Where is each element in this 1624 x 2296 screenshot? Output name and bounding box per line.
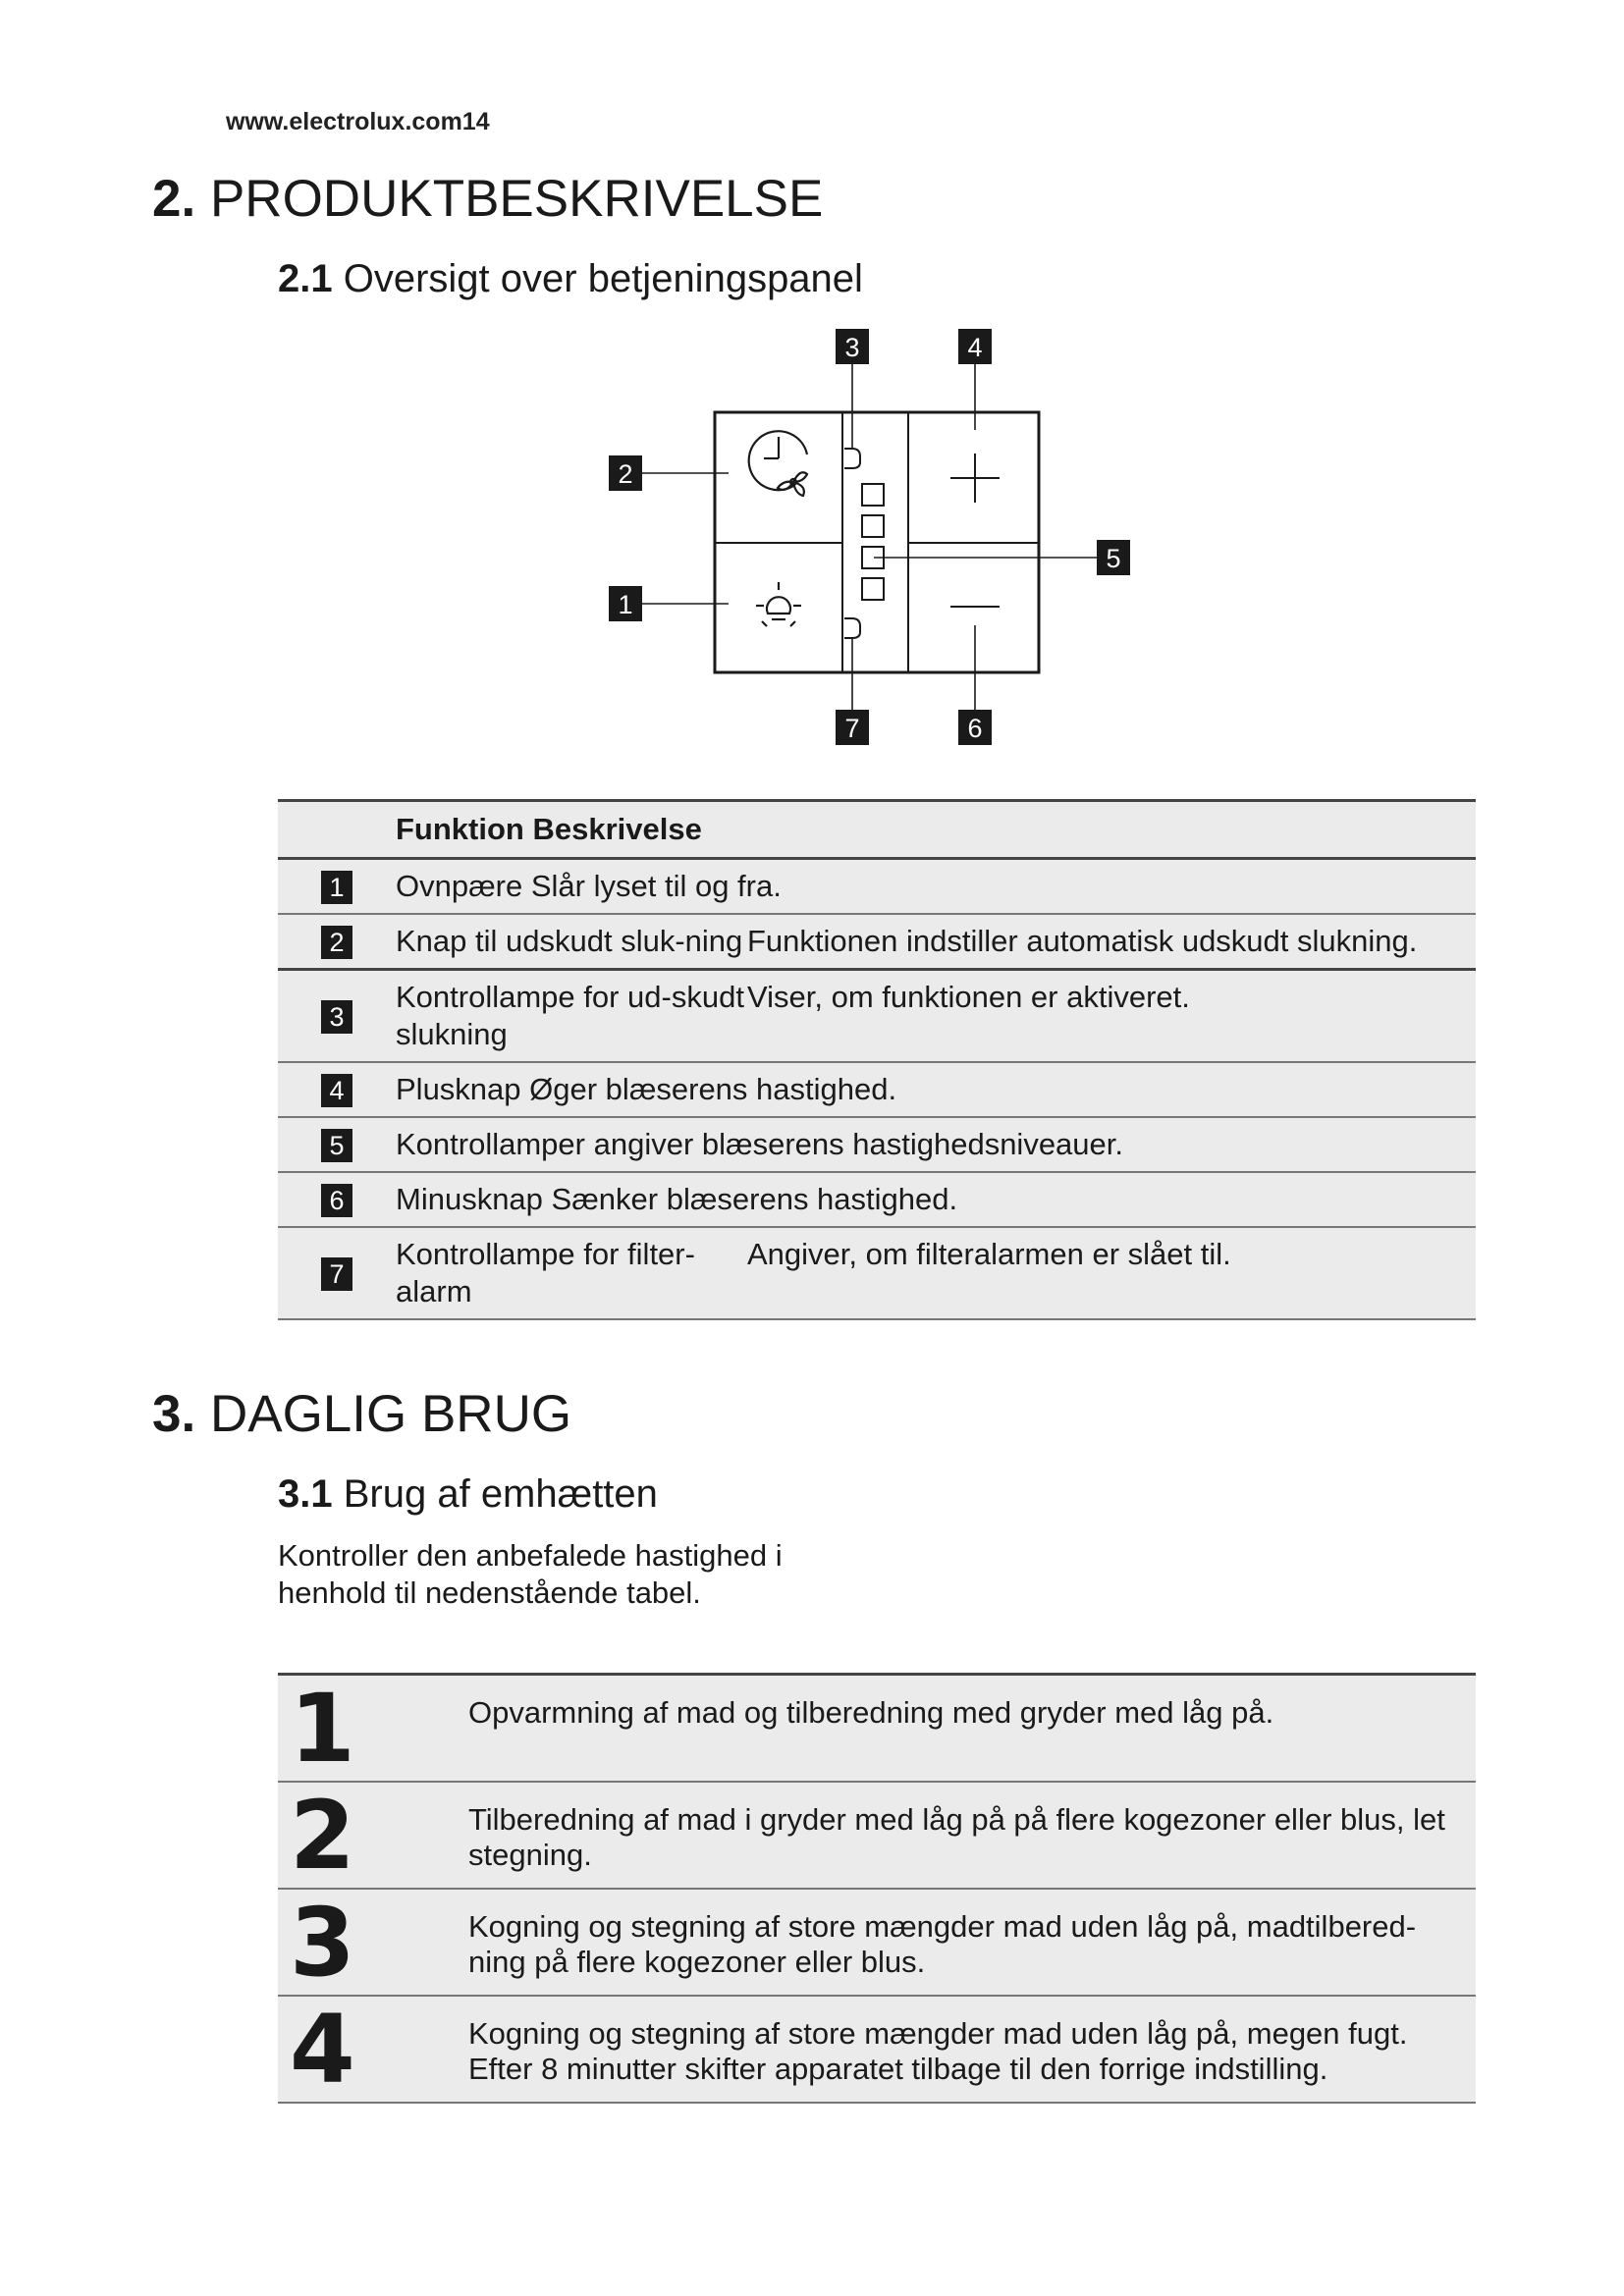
header-beskrivelse: Beskrivelse [532,812,702,846]
table-header-row [278,801,1476,859]
section-3-heading [152,1384,571,1444]
row-number-badge: 3 [321,1000,352,1034]
table-row [278,914,1476,970]
speed-level-text: Kogning og stegning af store mængder mad uden låg på, megen fugt. Efter 8 minutter skifter apparatet tilbage til den forrige indstilling. [468,2015,1408,2086]
row-number-badge: 2 [321,926,352,959]
table-row [278,1782,1476,1889]
filter-alarm-lamp [844,618,860,638]
speed-level-text: Tilberedning af mad i gryder med låg på på flere kogezoner eller blus, let stegning. [468,1801,1445,1872]
row-number-badge: 7 [321,1257,352,1291]
callout-7 [836,710,869,745]
callout-2 [609,455,642,491]
callout-3 [836,329,869,364]
row-function: Knap til udskudt sluk-ning [396,924,743,958]
row-number-badge: 1 [321,871,352,904]
speed-level-text: Opvarmning af mad og tilberedning med gryder med låg på. [468,1695,1274,1730]
section-3-1-heading [278,1472,658,1517]
speed-level-number: 3 [290,1887,355,1998]
speed-level-number: 1 [290,1674,355,1784]
section-3-1-number: 3.1 [278,1472,333,1516]
callout-4 [958,329,992,364]
svg-text:2: 2 [618,459,633,489]
header-funktion: Funktion [396,812,524,846]
row-number-badge: 5 [321,1129,352,1162]
callout-1 [609,586,642,621]
callout-5 [1097,540,1130,575]
speed-level-number: 2 [290,1780,355,1891]
row-description: Angiver, om filteralarmen er slået til. [747,1237,1231,1271]
table-row [278,1227,1476,1319]
site-url: www.electrolux.com14 [226,108,490,135]
row-function: Ovnpære [396,869,523,903]
section-2-number: 2. [152,170,196,228]
section-2-1-heading [278,257,863,301]
svg-text:1: 1 [618,590,633,619]
svg-text:6: 6 [967,714,983,743]
row-description: Viser, om funktionen er aktiveret. [747,980,1190,1014]
row-description: Funktionen indstiller automatisk udskudt slukning. [747,924,1418,958]
table-row [278,970,1476,1063]
row-function: Kontrollamper [396,1127,585,1161]
svg-text:5: 5 [1106,544,1121,573]
svg-text:4: 4 [967,333,983,362]
speed-table [278,1673,1476,2104]
plus-icon [950,454,1000,503]
speed-level-text: Kogning og stegning af store mængder mad uden låg på, madtilbered-ning på flere kogezoner eller blus. [468,1908,1417,1979]
speed-lamp-1 [862,484,884,506]
light-bulb-icon [756,582,801,626]
speed-lamp-2 [862,515,884,537]
control-panel-table [278,799,1476,1320]
timer-fan-icon [749,431,807,496]
row-number-badge: 6 [321,1184,352,1217]
section-3-number: 3. [152,1385,196,1443]
row-description: Slår lyset til og fra. [530,869,782,903]
timer-indicator-lamp [844,449,860,468]
table-row [278,1889,1476,1996]
table-row [278,1996,1476,2103]
section-2-heading [152,169,823,229]
row-description: Sænker blæserens hastighed. [551,1182,958,1216]
table-row [278,1062,1476,1117]
row-description: Øger blæserens hastighed. [529,1072,897,1106]
speed-level-number: 4 [290,1994,355,2105]
section-2-title: PRODUKTBESKRIVELSE [209,170,824,228]
svg-text:3: 3 [844,333,860,362]
section-3-title: DAGLIG BRUG [209,1385,572,1443]
section-2-1-title: Oversigt over betjeningspanel [343,257,863,300]
intro-paragraph: Kontroller den anbefalede hastighed i henhold til nedenstående tabel. [278,1538,783,1610]
table-row [278,1675,1476,1782]
callout-6 [958,710,992,745]
table-row [278,1172,1476,1227]
svg-text:7: 7 [844,714,860,743]
section-2-1-number: 2.1 [278,257,333,300]
row-function: Minusknap [396,1182,543,1216]
table-row [278,859,1476,915]
table-row [278,1117,1476,1172]
row-number-badge: 4 [321,1074,352,1107]
control-panel-diagram [589,329,1139,756]
row-function: Plusknap [396,1072,521,1106]
row-function: Kontrollampe for filter-alarm [396,1237,695,1308]
section-3-1-title: Brug af emhætten [343,1472,658,1516]
speed-lamp-4 [862,578,884,600]
row-description: angiver blæserens hastighedsniveauer. [593,1127,1124,1161]
row-function: Kontrollampe for ud-skudt slukning [396,980,744,1051]
